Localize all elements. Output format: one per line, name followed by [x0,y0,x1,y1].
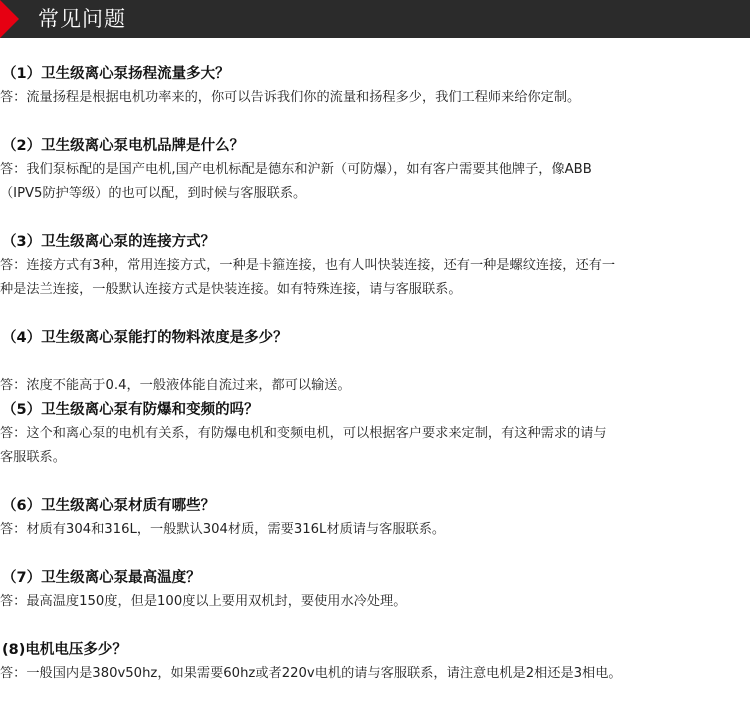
faq-answer-line: 答：我们泵标配的是国产电机,国产电机标配是德东和沪新（可防爆），如有客户需要其他牌子，像ABB [0,162,592,177]
faq-answer-line: 答：材质有304和316L，一般默认304材质，需要316L材质请与客服联系。 [0,522,446,537]
faq-question: （2）卫生级离心泵电机品牌是什么？ [2,138,245,154]
faq-answer [0,374,750,398]
faq-answer [0,422,750,470]
faq-item-1 [0,62,750,110]
faq-item-3 [0,230,750,302]
faq-item-5 [0,398,750,470]
faq-answer-line: 客服联系。 [0,450,66,465]
faq-answer [0,518,750,542]
section-header [0,0,750,38]
faq-question: （1）卫生级离心泵扬程流量多大？ [2,66,230,82]
faq-question: （6）卫生级离心泵材质有哪些？ [2,498,216,514]
faq-item-2 [0,134,750,206]
faq-answer-line: 答：流量扬程是根据电机功率来的，你可以告诉我们你的流量和扬程多少，我们工程师来给你定制。 [0,90,581,105]
faq-answer-line: 答：一般国内是380v50hz，如果需要60hz或者220v电机的请与客服联系，请注意电机是2相还是3相电。 [0,666,622,681]
faq-item-4 [0,326,750,398]
faq-answer-line: 种是法兰连接，一般默认连接方式是快装连接。如有特殊连接，请与客服联系。 [0,282,462,297]
faq-question: （7）卫生级离心泵最高温度？ [2,570,201,586]
faq-answer [0,158,750,206]
faq-answer [0,590,750,614]
faq-answer-line: 答：浓度不能高于0.4，一般液体能自流过来，都可以输送。 [0,378,351,393]
faq-question: （5）卫生级离心泵有防爆和变频的吗？ [2,402,259,418]
faq-answer [0,86,750,110]
faq-answer-line: （IPV5防护等级）的也可以配，到时候与客服联系。 [0,186,307,201]
faq-question: （4）卫生级离心泵能打的物料浓度是多少？ [2,330,288,346]
faq-answer [0,662,750,686]
faq-item-6 [0,494,750,542]
red-arrow-icon [0,0,19,38]
faq-question: (8)电机电压多少？ [2,642,127,658]
faq-answer-line: 答：连接方式有3种，常用连接方式，一种是卡箍连接，也有人叫快装连接，还有一种是螺纹连接，还有一 [0,258,616,273]
faq-item-8 [0,638,750,686]
faq-answer [0,254,750,302]
faq-question: （3）卫生级离心泵的连接方式？ [2,234,216,250]
faq-answer-line: 答：最高温度150度，但是100度以上要用双机封，要使用水冷处理。 [0,594,407,609]
section-title: 常见问题 [38,7,126,31]
faq-item-7 [0,566,750,614]
faq-answer-line: 答：这个和离心泵的电机有关系，有防爆电机和变频电机，可以根据客户要求来定制，有这种需求的请与 [0,426,607,441]
